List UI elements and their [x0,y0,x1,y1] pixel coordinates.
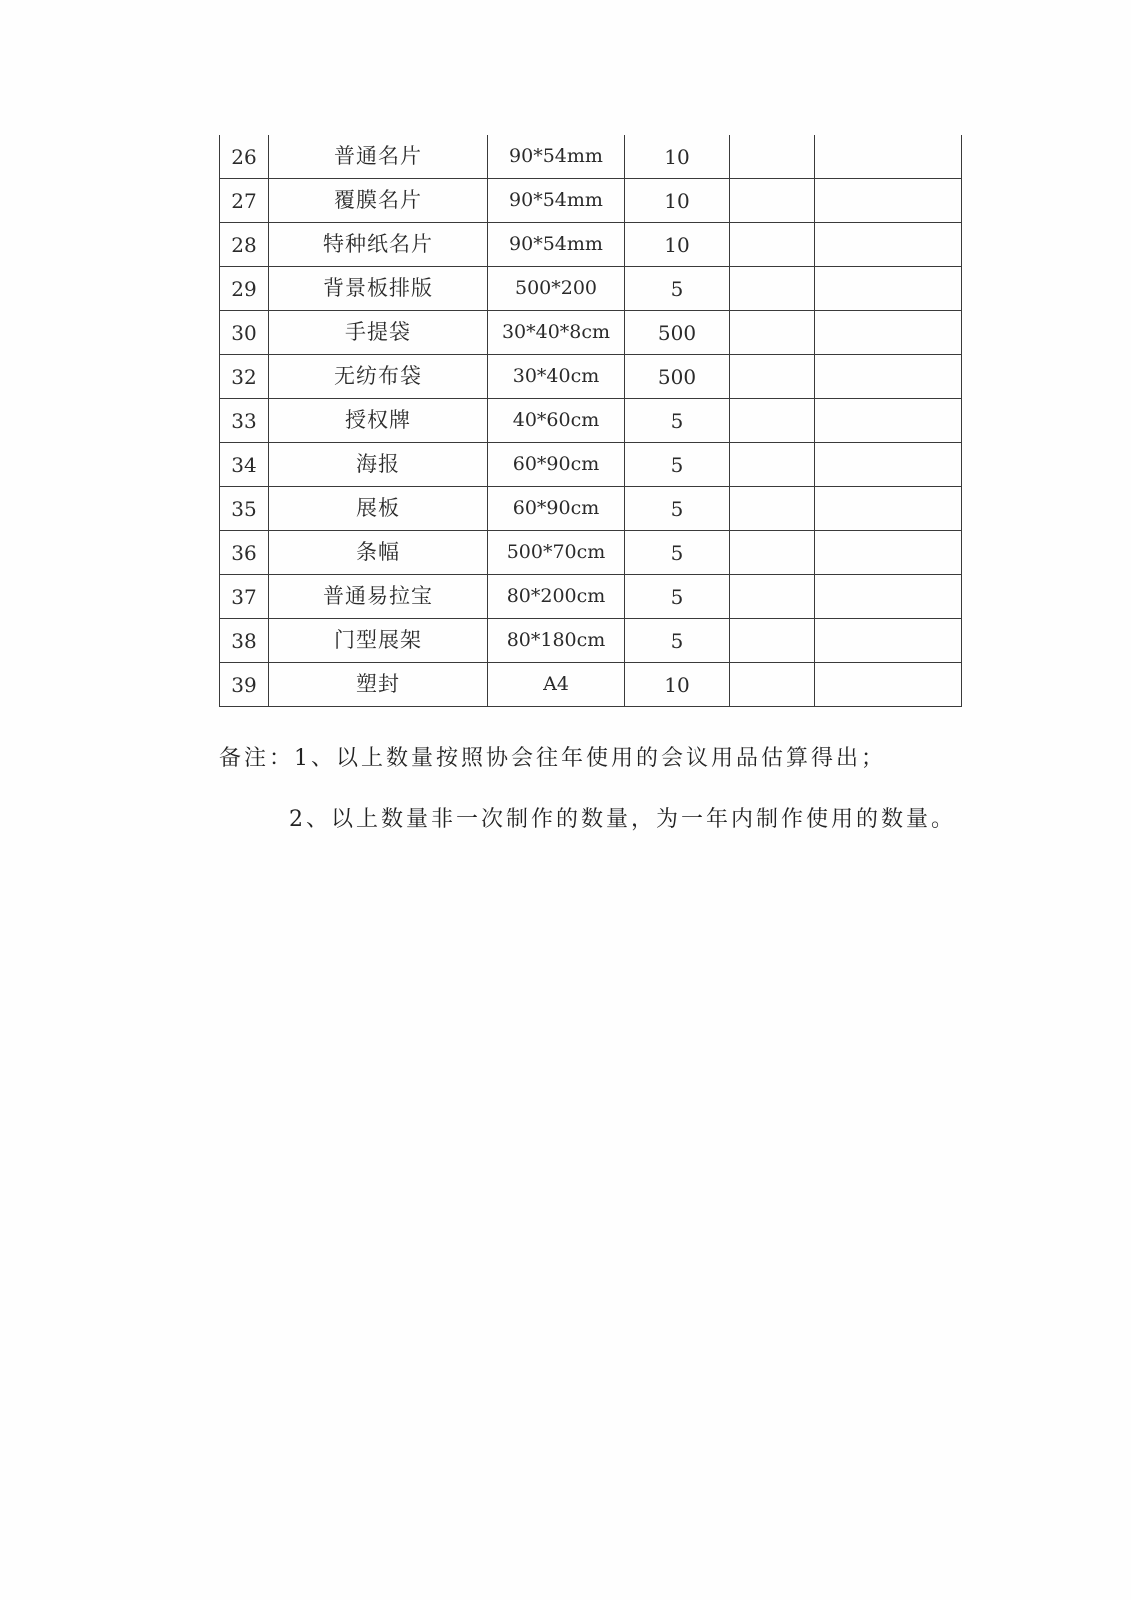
empty-cell [815,179,962,223]
item-size: 90*54mm [488,135,625,179]
row-number: 37 [220,575,269,619]
item-quantity: 5 [625,267,730,311]
item-name: 手提袋 [269,311,488,355]
item-quantity: 5 [625,443,730,487]
table-row [220,619,962,663]
item-name: 特种纸名片 [269,223,488,267]
table-row [220,399,962,443]
item-size: 90*54mm [488,179,625,223]
item-name: 门型展架 [269,619,488,663]
item-size: 60*90cm [488,443,625,487]
empty-cell [730,443,815,487]
table-row [220,311,962,355]
empty-cell [730,487,815,531]
item-name: 覆膜名片 [269,179,488,223]
row-number: 39 [220,663,269,707]
row-number: 28 [220,223,269,267]
item-size: 80*180cm [488,619,625,663]
empty-cell [815,223,962,267]
item-quantity: 10 [625,663,730,707]
empty-cell [730,399,815,443]
empty-cell [815,355,962,399]
empty-cell [730,135,815,179]
note-text-1: 1、以上数量按照协会往年使用的会议用品估算得出； [294,746,887,771]
table-row [220,575,962,619]
items-table [219,135,962,707]
item-quantity: 5 [625,487,730,531]
row-number: 38 [220,619,269,663]
table-row [220,179,962,223]
row-number: 29 [220,267,269,311]
item-name: 条幅 [269,531,488,575]
row-number: 33 [220,399,269,443]
empty-cell [730,179,815,223]
items-table-body [220,135,962,707]
item-size: 30*40cm [488,355,625,399]
row-number: 36 [220,531,269,575]
row-number: 26 [220,135,269,179]
empty-cell [730,223,815,267]
item-quantity: 5 [625,531,730,575]
empty-cell [730,619,815,663]
table-row [220,267,962,311]
item-name: 无纺布袋 [269,355,488,399]
item-size: A4 [488,663,625,707]
item-quantity: 500 [625,355,730,399]
table-row [220,531,962,575]
empty-cell [815,311,962,355]
item-size: 500*70cm [488,531,625,575]
note-line-1 [219,741,886,772]
empty-cell [815,267,962,311]
empty-cell [730,355,815,399]
item-name: 普通易拉宝 [269,575,488,619]
row-number: 27 [220,179,269,223]
table-row [220,135,962,179]
item-name: 授权牌 [269,399,488,443]
item-quantity: 5 [625,575,730,619]
table-row [220,443,962,487]
item-size: 500*200 [488,267,625,311]
empty-cell [730,575,815,619]
item-name: 普通名片 [269,135,488,179]
item-name: 展板 [269,487,488,531]
empty-cell [815,135,962,179]
item-quantity: 5 [625,619,730,663]
row-number: 35 [220,487,269,531]
empty-cell [815,575,962,619]
row-number: 32 [220,355,269,399]
row-number: 34 [220,443,269,487]
empty-cell [815,399,962,443]
item-quantity: 10 [625,135,730,179]
empty-cell [815,443,962,487]
item-quantity: 10 [625,223,730,267]
empty-cell [730,531,815,575]
empty-cell [815,663,962,707]
row-number: 30 [220,311,269,355]
item-size: 90*54mm [488,223,625,267]
empty-cell [730,663,815,707]
empty-cell [815,487,962,531]
empty-cell [815,619,962,663]
item-name: 塑封 [269,663,488,707]
note-label: 备注： [219,746,295,771]
item-size: 30*40*8cm [488,311,625,355]
table-row [220,355,962,399]
table-row [220,223,962,267]
item-quantity: 10 [625,179,730,223]
empty-cell [815,531,962,575]
item-size: 60*90cm [488,487,625,531]
table-row [220,663,962,707]
item-name: 背景板排版 [269,267,488,311]
item-size: 80*200cm [488,575,625,619]
note-line-2 [289,802,956,833]
table-row [220,487,962,531]
item-quantity: 500 [625,311,730,355]
note-text-2: 2、以上数量非一次制作的数量，为一年内制作使用的数量。 [289,807,956,832]
empty-cell [730,311,815,355]
item-size: 40*60cm [488,399,625,443]
empty-cell [730,267,815,311]
item-name: 海报 [269,443,488,487]
item-quantity: 5 [625,399,730,443]
